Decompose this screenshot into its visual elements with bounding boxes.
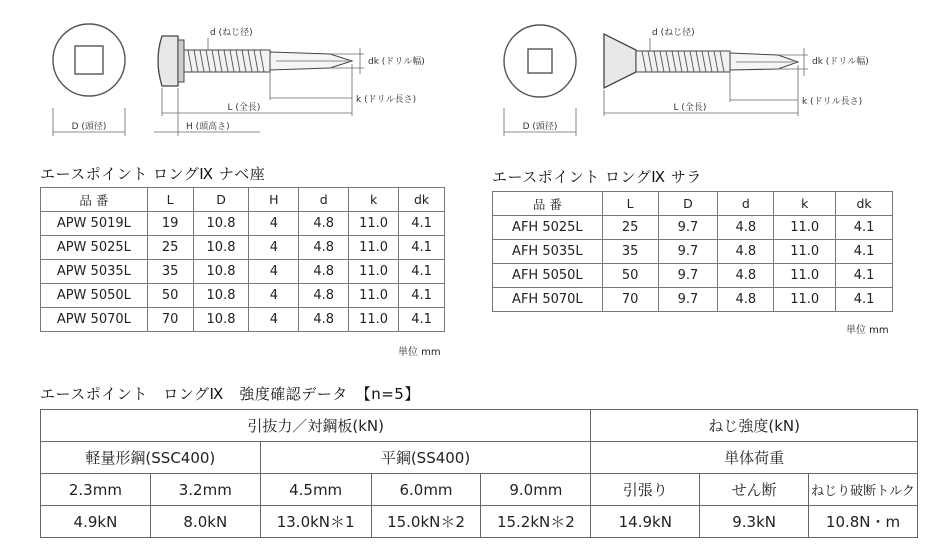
col-header: L (602, 192, 658, 216)
cell: 4.8 (718, 288, 774, 312)
pan-head-screw-diagram (30, 8, 450, 144)
col-header: D (658, 192, 718, 216)
cell: 10.8 (193, 284, 249, 308)
flat-table-title: エースポイント ロングⅨ サラ (492, 168, 702, 186)
value-cell: 9.3kN (700, 506, 809, 538)
cell: 11.0 (349, 236, 399, 260)
table-row (41, 212, 445, 236)
cell: 4.1 (399, 260, 445, 284)
col-header: 品 番 (41, 188, 148, 212)
thickness-cell: 2.3mm (41, 474, 151, 506)
value-cell: 15.0kN＊2 (371, 506, 481, 538)
pan-label-H: H (頭高さ) (186, 122, 230, 132)
cell: 4 (249, 284, 299, 308)
cell: 11.0 (349, 308, 399, 332)
cell: 4.1 (399, 308, 445, 332)
cell: 10.8 (193, 212, 249, 236)
cell: 4 (249, 236, 299, 260)
screw-item-cell: ねじり破断トルク (809, 474, 918, 506)
pan-label-dk: dk (ドリル幅) (368, 57, 425, 67)
table-row (41, 236, 445, 260)
cell: 11.0 (774, 288, 836, 312)
thickness-cell: 9.0mm (481, 474, 591, 506)
pan-label-L: L (全長) (227, 103, 261, 113)
cell: 4.8 (718, 240, 774, 264)
cell: 50 (602, 264, 658, 288)
pan-label-D: D (頭径) (71, 122, 107, 132)
cell: 25 (147, 236, 193, 260)
cell: 11.0 (774, 264, 836, 288)
thickness-cell: 3.2mm (150, 474, 260, 506)
cell: 11.0 (774, 240, 836, 264)
strength-subgroup-row (41, 442, 918, 474)
value-cell: 4.9kN (41, 506, 151, 538)
col-header: d (718, 192, 774, 216)
table-row (493, 288, 893, 312)
cell: 9.7 (658, 216, 718, 240)
pullout-header: 引抜力／対鋼板(kN) (41, 410, 591, 442)
cell: 10.8 (193, 308, 249, 332)
cell: 11.0 (349, 212, 399, 236)
col-header: dk (399, 188, 445, 212)
flat-label-k: k (ドリル長さ) (802, 97, 863, 107)
cell: 4.1 (399, 284, 445, 308)
cell: 4 (249, 260, 299, 284)
cell: AFH 5025L (493, 216, 603, 240)
cell: 4.1 (836, 264, 893, 288)
cell: AFH 5070L (493, 288, 603, 312)
cell: 4.8 (718, 216, 774, 240)
cell: 25 (602, 216, 658, 240)
value-cell: 10.8N・m (809, 506, 918, 538)
pan-unit-note: 単位 mm (398, 347, 441, 358)
cell: APW 5025L (41, 236, 148, 260)
cell: 19 (147, 212, 193, 236)
cell: 4.1 (836, 216, 893, 240)
pan-spec-table (40, 187, 445, 332)
cell: 4.8 (718, 264, 774, 288)
cell: 4.1 (399, 236, 445, 260)
strength-table (40, 409, 918, 538)
light-steel-header: 軽量形鋼(SSC400) (41, 442, 261, 474)
col-header: H (249, 188, 299, 212)
cell: 4.1 (836, 240, 893, 264)
table-row (41, 308, 445, 332)
strength-value-row (41, 506, 918, 538)
cell: 11.0 (349, 284, 399, 308)
flat-steel-header: 平鋼(SS400) (260, 442, 591, 474)
screw-item-cell: せん断 (700, 474, 809, 506)
table-header-row (493, 192, 893, 216)
cell: APW 5050L (41, 284, 148, 308)
cell: 50 (147, 284, 193, 308)
pan-table-title: エースポイント ロングⅨ ナベ座 (40, 165, 266, 183)
strength-table-title: エースポイント ロングⅨ 強度確認データ 【n=5】 (40, 385, 420, 403)
flat-label-dk: dk (ドリル幅) (812, 57, 869, 67)
value-cell: 8.0kN (150, 506, 260, 538)
cell: 4.8 (299, 212, 349, 236)
thickness-cell: 4.5mm (260, 474, 371, 506)
table-row (493, 264, 893, 288)
value-cell: 13.0kN＊1 (260, 506, 371, 538)
col-header: dk (836, 192, 893, 216)
strength-group-row (41, 410, 918, 442)
single-load-header: 単体荷重 (591, 442, 918, 474)
col-header: L (147, 188, 193, 212)
cell: AFH 5050L (493, 264, 603, 288)
cell: 35 (147, 260, 193, 284)
flat-head-screw-diagram (490, 8, 910, 144)
flat-label-L: L (全長) (673, 103, 707, 113)
value-cell: 15.2kN＊2 (481, 506, 591, 538)
cell: 4 (249, 308, 299, 332)
table-row (41, 284, 445, 308)
cell: AFH 5035L (493, 240, 603, 264)
table-row (41, 260, 445, 284)
cell: 9.7 (658, 240, 718, 264)
cell: APW 5070L (41, 308, 148, 332)
flat-label-d: d (ねじ径) (652, 28, 695, 38)
screw-item-cell: 引張り (591, 474, 700, 506)
strength-label-row (41, 474, 918, 506)
cell: 10.8 (193, 236, 249, 260)
flat-unit-note: 単位 mm (846, 325, 889, 336)
pan-label-d: d (ねじ径) (210, 28, 253, 38)
table-row (493, 216, 893, 240)
cell: 4.8 (299, 308, 349, 332)
cell: 10.8 (193, 260, 249, 284)
value-cell: 14.9kN (591, 506, 700, 538)
cell: 4.1 (836, 288, 893, 312)
flat-label-D: D (頭径) (522, 122, 558, 132)
cell: 9.7 (658, 264, 718, 288)
pan-label-k: k (ドリル長さ) (356, 95, 417, 105)
table-row (493, 240, 893, 264)
cell: 4 (249, 212, 299, 236)
cell: 4.8 (299, 284, 349, 308)
cell: 35 (602, 240, 658, 264)
col-header: d (299, 188, 349, 212)
screw-strength-header: ねじ強度(kN) (591, 410, 918, 442)
cell: APW 5019L (41, 212, 148, 236)
cell: 70 (147, 308, 193, 332)
col-header: k (774, 192, 836, 216)
cell: 11.0 (774, 216, 836, 240)
col-header: D (193, 188, 249, 212)
cell: 70 (602, 288, 658, 312)
cell: 4.8 (299, 260, 349, 284)
table-header-row (41, 188, 445, 212)
cell: 11.0 (349, 260, 399, 284)
thickness-cell: 6.0mm (371, 474, 481, 506)
flat-spec-table (492, 191, 893, 312)
cell: APW 5035L (41, 260, 148, 284)
col-header: 品 番 (493, 192, 603, 216)
col-header: k (349, 188, 399, 212)
cell: 9.7 (658, 288, 718, 312)
cell: 4.8 (299, 236, 349, 260)
cell: 4.1 (399, 212, 445, 236)
